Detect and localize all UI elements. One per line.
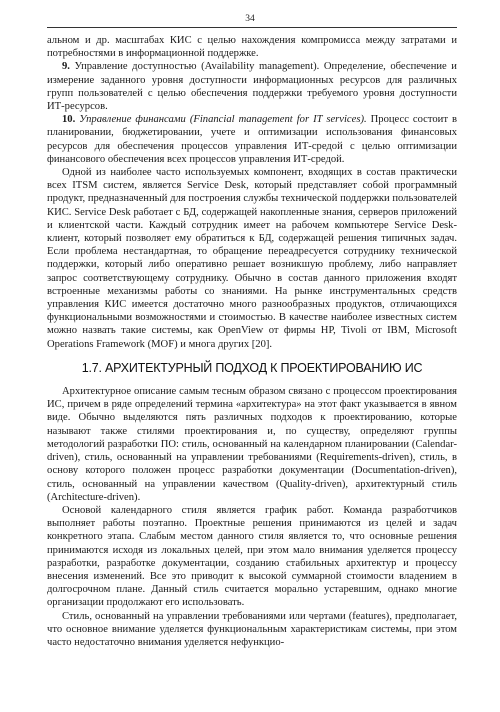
paragraph-continued: альном и др. масштабах КИС с целью нахождения компромисса между затратами и потребностями в информационной поддержке. <box>47 35 457 60</box>
page-number: 34 <box>245 14 255 24</box>
list-item-title: Управление доступностью (Availability management). <box>74 61 320 73</box>
paragraph-architecture-description: Архитектурное описание самым тесным образом связано с процессом проектирования ИС, причем в ряде определений термина «архитектура» на этот факт указывается в явном виде. Обычно выделяются пять различных подходов к проектированию, которые называют также стилями проектирования и, по существу, определяют группы методологий разработки ПО: стиль, основанный на календарном планировании (Calendar-driven), стиль, основанный на управлении требованиями (Requirements-driven), стиль, в основу которого положен процесс разработки документации (Documentation-driven), стиль, основанный на управлении качеством (Quality-driven), архитектурный стиль (Architecture-driven). <box>47 386 457 503</box>
paragraph-calendar-style: Основой календарного стиля является график работ. Команда разработчиков выполняет работы поэтапно. Проектные решения принимаются из целей и задач конкретного этапа. Слабым местом данного стиля является то, что основные решения принимаются исходя из локальных целей, при этом мало внимания уделяется процессу разработки, разработке документации, созданию стабильных архитектур и процессу внесения изменений. Все это приводит к высокой суммарной стоимости владением в долгосрочном плане. Данный стиль считается морально устаревшим, однако многие организации продолжают его использовать. <box>47 504 457 609</box>
section-heading: 1.7. АРХИТЕКТУРНЫЙ ПОДХОД К ПРОЕКТИРОВАНИЮ ИС <box>81 360 423 375</box>
paragraph-service-desk: Одной из наиболее часто используемых компонент, входящих в состав практически всех ITSM систем, является Service Desk, который представляет собой программный продукт, предназначенный для построения службы технической поддержки пользователей КИС. Service Desk работает с БД, содержащей накопленные знания, серверов приложений и клиентской части. Каждый сотрудник имеет на рабочем компьютере Service Desk-клиент, который позволяет ему обратиться к БД, содержащей решения типичных задач. Если проблема нестандартная, то обращение переадресуется сотруднику технической поддержки, который либо оперативно решает возникшую проблему, либо направляет запрос соответствующему сотруднику. Обычно в состав данного приложения входят встроенные механизмы работы со знаниями. На рынке инструментальных средств управления КИС имеется достаточно много разнообразных продуктов, отличающихся функциональными возможностями и стоимостью. В качестве наиболее известных систем можно назвать такие системы, как OpenView от фирмы HP, Tivoli от IBM, Microsoft Operations Framework (MOF) и многа других [20]. <box>47 167 457 350</box>
list-item-availability-management <box>47 60 457 113</box>
page-body <box>47 34 457 649</box>
list-item-text: Определение, обеспечение и измерение заданного уровня доступности информационных ресурсов для различных групп пользователей с целью обеспечения поддержки требуемого уровня доступности ИТ-ресурсов. <box>47 61 457 113</box>
list-item-number: 9. <box>62 61 70 73</box>
header-rule <box>47 27 457 28</box>
list-item-title: Управление финансами (Financial management for IT services). <box>79 114 367 126</box>
list-item-number: 10. <box>62 114 76 126</box>
list-item-financial-management <box>47 113 457 166</box>
list-item-text: Процесс состоит в планировании, бюджетировании, учете и оптимизации использования финансовых ресурсов для обеспечения процессов управления ИТ-средой с целью оптимизации финансового обеспечения всех процессов управления ИТ-средой. <box>47 114 457 165</box>
paragraph-requirements-style: Стиль, основанный на управлении требованиями или чертами (features), предполагает, что основное внимание уделяется функциональным характеристикам системы, при этом часто недостаточно внимания уделяется нефункцио- <box>47 610 457 648</box>
